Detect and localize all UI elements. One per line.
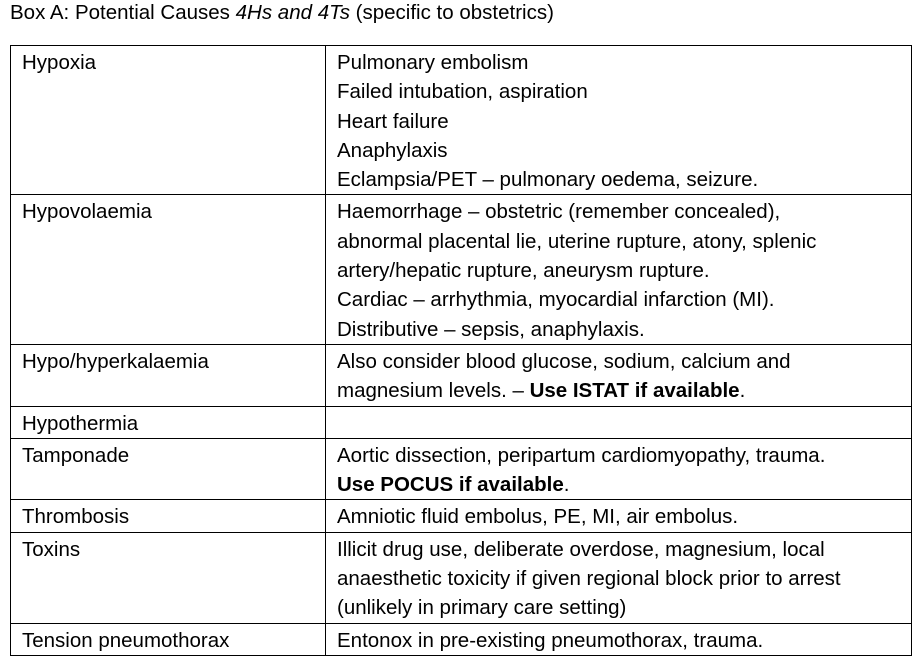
detail-line [337,347,905,376]
detail-text: Heart failure [337,109,449,133]
table-row [11,532,912,623]
detail-text: Distributive – sepsis, anaphylaxis. [337,317,645,341]
table-row [11,623,912,655]
detail-text: artery/hepatic rupture, aneurysm rupture. [337,259,710,283]
detail-cell [326,500,912,532]
cause-cell: Hypoxia [11,46,326,195]
detail-cell [326,623,912,655]
detail-line [337,535,905,564]
detail-cell [326,406,912,438]
detail-line [337,48,905,77]
table-row [11,406,912,438]
detail-text: Failed intubation, aspiration [337,80,588,104]
detail-line [337,376,905,405]
detail-cell [326,46,912,195]
causes-table-body [11,46,912,656]
box-title [10,0,554,26]
detail-text: Aortic dissection, peripartum cardiomyopathy, trauma. [337,443,826,467]
detail-line [337,77,905,106]
detail-text: anaesthetic toxicity if given regional block prior to arrest [337,567,841,591]
detail-text: . [739,379,746,403]
detail-line [337,564,905,593]
box-title-prefix: Box A: Potential Causes [10,1,236,24]
cause-cell: Toxins [11,532,326,623]
detail-line [337,502,905,531]
detail-line [337,285,905,314]
table-row [11,46,912,195]
detail-line [337,441,905,470]
detail-text: Haemorrhage – obstetric (remember concealed), [337,200,781,224]
detail-text: Amniotic fluid embolus, PE, MI, air embolus. [337,505,739,529]
cause-cell: Tamponade [11,438,326,500]
cause-cell: Tension pneumothorax [11,623,326,655]
detail-cell [326,438,912,500]
detail-line [337,315,905,344]
detail-line [337,136,905,165]
cause-cell: Hypovolaemia [11,195,326,344]
cause-cell: Hypothermia [11,406,326,438]
detail-cell [326,532,912,623]
detail-line [337,626,905,655]
table-row [11,500,912,532]
detail-text: magnesium levels. – [337,379,530,403]
box-title-suffix: (specific to obstetrics) [349,1,554,24]
detail-text: abnormal placental lie, uterine rupture, atony, splenic [337,229,817,253]
causes-table [10,45,912,656]
cause-cell: Thrombosis [11,500,326,532]
detail-text: . [563,473,570,497]
detail-text: Entonox in pre-existing pneumothorax, trauma. [337,628,764,652]
detail-emphasis: Use ISTAT if available [529,379,740,403]
table-row [11,195,912,344]
table-row [11,344,912,406]
cause-cell: Hypo/hyperkalaemia [11,344,326,406]
detail-text: Anaphylaxis [337,138,448,162]
box-title-italic: 4Hs and 4Ts [235,1,350,24]
detail-text: Illicit drug use, deliberate overdose, magnesium, local [337,537,825,561]
detail-line [337,470,905,499]
detail-line [337,256,905,285]
detail-line [337,107,905,136]
detail-text: Pulmonary embolism [337,51,529,74]
detail-line [337,197,905,226]
detail-emphasis: Use POCUS if available [337,473,564,497]
detail-line [337,165,905,194]
detail-text: (unlikely in primary care setting) [337,596,627,620]
table-row [11,438,912,500]
detail-line [337,227,905,256]
detail-text: Also consider blood glucose, sodium, calcium and [337,349,791,373]
detail-cell [326,344,912,406]
detail-text: Cardiac – arrhythmia, myocardial infarction (MI). [337,288,775,312]
detail-line [337,593,905,622]
detail-cell [326,195,912,344]
detail-text: Eclampsia/PET – pulmonary oedema, seizure. [337,168,759,192]
